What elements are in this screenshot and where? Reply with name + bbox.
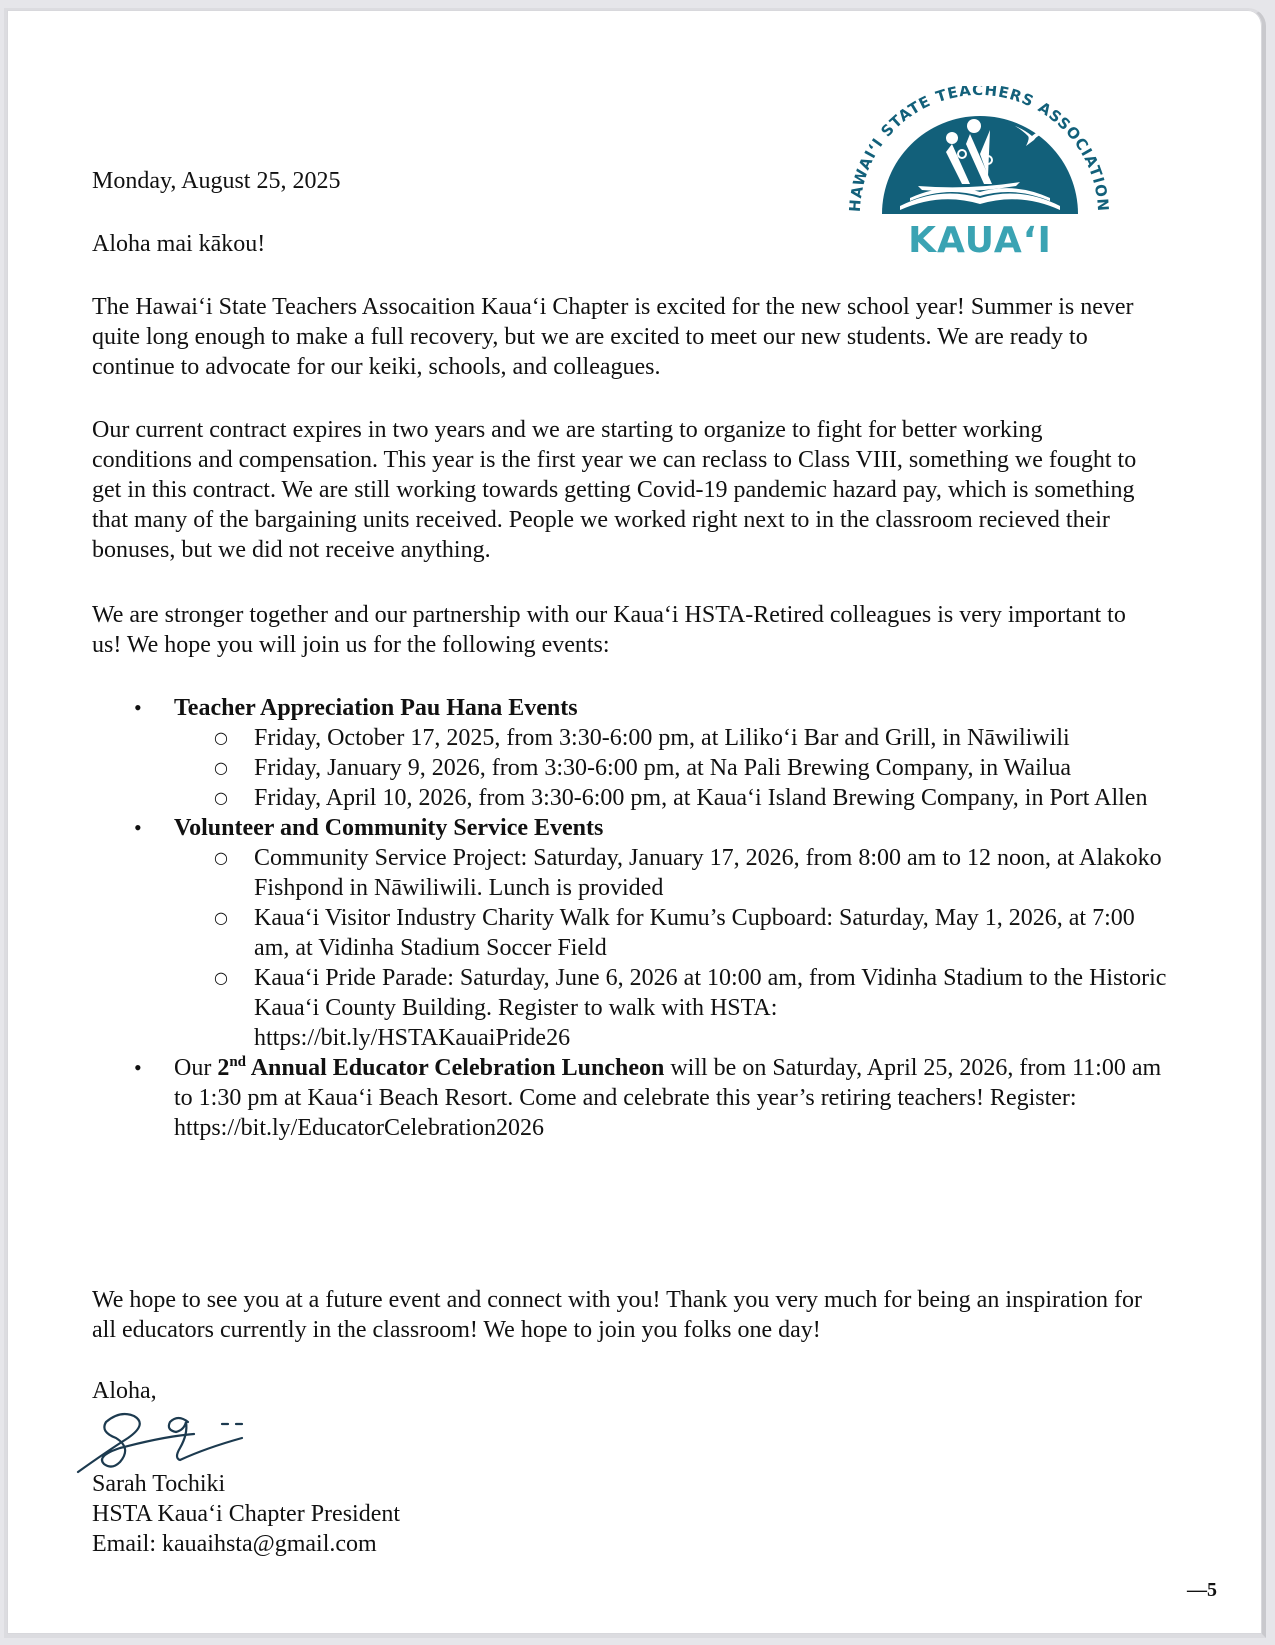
event-category-title: Volunteer and Community Service Events <box>174 815 604 841</box>
hsta-kauai-logo <box>840 86 1120 276</box>
pau-hana-events <box>174 723 1172 813</box>
hsta-emblem-icon <box>840 86 1120 226</box>
closing-salutation: Aloha, <box>92 1378 157 1404</box>
paragraph-partnership: We are stronger together and our partnership with our Kauaʻi HSTA-Retired colleagues is very important to us! We hope you will join us for the following events: <box>92 602 1126 658</box>
signer-name: Sarah Tochiki <box>92 1471 226 1497</box>
letter-greeting: Aloha mai kākou! <box>92 231 266 257</box>
event-category-luncheon <box>92 1053 1172 1143</box>
circle-bullet-icon: ○ <box>214 788 228 807</box>
bullet-icon: • <box>134 695 142 720</box>
luncheon-register-link[interactable]: https://bit.ly/EducatorCelebration2026 <box>174 1115 544 1141</box>
logo-title: KAUAʻI <box>908 220 1052 261</box>
event-category-title: Teacher Appreciation Pau Hana Events <box>174 695 578 721</box>
circle-bullet-icon: ○ <box>214 848 228 867</box>
circle-bullet-icon: ○ <box>214 968 228 987</box>
volunteer-events <box>174 843 1172 1053</box>
bullet-icon: • <box>134 815 142 840</box>
events-list <box>92 693 1172 1143</box>
paragraph-contract: Our current contract expires in two years and we are starting to organize to fight for better working conditions and compensation. This year is the first year we can reclass to Class VIII, something we fought to get in this contract. We are still working towards getting Covid-19 pandemic hazard pay, which is something that many of the bargaining units received. People we worked right next to in the classroom recieved their bonuses, but we did not receive anything. <box>92 417 1137 563</box>
signer-block <box>92 1469 400 1559</box>
paragraph-intro: The Hawaiʻi State Teachers Assocaition Kauaʻi Chapter is excited for the new school year! Summer is never quite long enough to make a full recovery, but we are excited to meet our new students. We are ready to continue to advocate for our keiki, schools, and colleagues. <box>92 294 1134 380</box>
signer-email-line: Email: kauaihsta@gmail.com <box>92 1531 377 1557</box>
event-item: ○ Friday, January 9, 2026, from 3:30-6:00 pm, at Na Pali Brewing Company, in Wailua <box>214 755 1072 781</box>
signature-icon <box>76 1408 266 1474</box>
event-category-pau-hana <box>92 693 1172 813</box>
signer-title: HSTA Kauaʻi Chapter President <box>92 1501 401 1527</box>
page-number: —5 <box>1187 1579 1217 1601</box>
event-category-volunteer <box>92 813 1172 1053</box>
signer-email-link[interactable]: kauaihsta@gmail.com <box>161 1531 377 1557</box>
circle-bullet-icon: ○ <box>214 908 228 927</box>
luncheon-description: Our 2nd Annual Educator Celebration Luncheon will be on Saturday, April 25, 2026, from 11:00 am to 1:30 pm at Kauaʻi Beach Resort. Come and celebrate this year’s retiring teachers! Register: https://bit.ly/EducatorCelebration2026 <box>174 1054 1162 1141</box>
circle-bullet-icon: ○ <box>214 728 228 747</box>
event-item: ○ Community Service Project: Saturday, January 17, 2026, from 8:00 am to 12 noon, at Alakoko Fishpond in Nāwiliwili. Lunch is provided <box>214 845 1162 901</box>
svg-text:HAWAIʻI STATE TEACHERS ASSOCIA: HAWAIʻI STATE TEACHERS ASSOCIATION <box>845 86 1113 213</box>
bullet-icon: • <box>134 1055 142 1080</box>
event-item: ○ Kauaʻi Visitor Industry Charity Walk for Kumu’s Cupboard: Saturday, May 1, 2026, at 7:00 am, at Vidinha Stadium Soccer Field <box>214 905 1135 961</box>
event-item: ○ Friday, October 17, 2025, from 3:30-6:00 pm, at Lilikoʻi Bar and Grill, in Nāwiliwili <box>214 725 1070 751</box>
circle-bullet-icon: ○ <box>214 758 228 777</box>
pride-register-link[interactable]: https://bit.ly/HSTAKauaiPride26 <box>254 1025 571 1051</box>
letter-date: Monday, August 25, 2025 <box>92 168 341 194</box>
paragraph-closing: We hope to see you at a future event and connect with you! Thank you very much for being an inspiration for all educators currently in the classroom! We hope to join you folks one day! <box>92 1287 1142 1343</box>
event-item: ○ Friday, April 10, 2026, from 3:30-6:00 pm, at Kauaʻi Island Brewing Company, in Port Allen <box>214 785 1148 811</box>
event-item: ○ Kauaʻi Pride Parade: Saturday, June 6, 2026 at 10:00 am, from Vidinha Stadium to the Historic Kauaʻi County Building. Register to walk with HSTA: https://bit.ly/HSTAKauaiPride26 <box>214 965 1167 1051</box>
